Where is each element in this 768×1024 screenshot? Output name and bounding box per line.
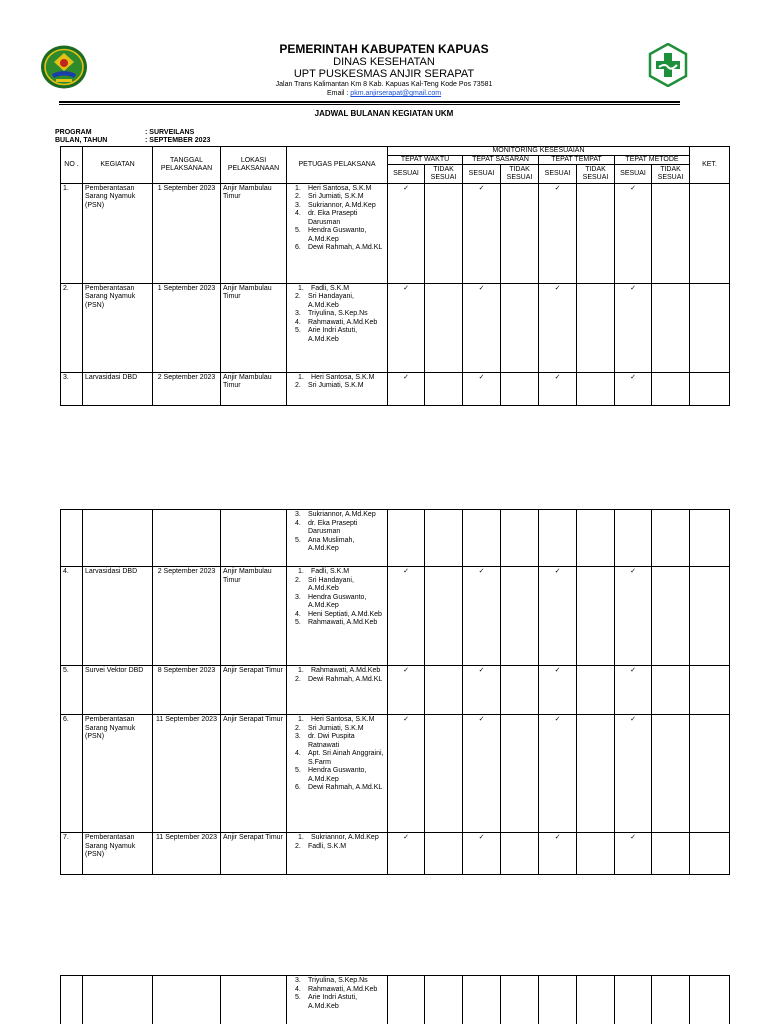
petugas-item: 5. Rahmawati, A.Md.Keb — [295, 619, 378, 626]
petugas-item: 2. Sri Jumiati, S.K.M — [295, 193, 364, 200]
row-lokasi: Anjir Mambulau Timur — [221, 183, 287, 283]
table-row — [61, 976, 730, 1024]
row-petugas — [287, 183, 388, 283]
petugas-item: 1. Heri Santosa, S.K.M — [298, 716, 375, 723]
row-no: 2. — [61, 283, 83, 372]
check-mark: ✓ — [463, 715, 501, 833]
health-cross-emblem — [647, 43, 689, 87]
kapuas-regency-emblem — [40, 44, 88, 90]
petugas-item: 3. Hendra Guswanto, A.Md.Kep — [295, 593, 367, 609]
check-mark: ✓ — [539, 833, 577, 875]
petugas-item: 1. Sukriannor, A.Md.Kep — [298, 834, 379, 841]
header-sesuai: SESUAI — [388, 164, 425, 183]
header-lokasi: LOKASI PELAKSANAAN — [221, 147, 287, 184]
email-label: Email : — [326, 90, 351, 97]
petugas-item: 3. Sukriannor, A.Md.Kep — [295, 201, 376, 209]
document-title: JADWAL BULANAN KEGIATAN UKM — [314, 109, 454, 118]
check-mark: ✓ — [615, 666, 652, 715]
row-petugas — [287, 976, 388, 1024]
row-kegiatan: Larvasidasi DBD — [83, 567, 153, 666]
petugas-item: 2. Sri Handayani, A.Md.Keb — [295, 293, 354, 309]
row-tanggal: 2 September 2023 — [153, 372, 221, 405]
row-no: 4. — [61, 567, 83, 666]
header-sesuai: SESUAI — [463, 164, 501, 183]
header-petugas: PETUGAS PELAKSANA — [287, 147, 388, 184]
check-mark: ✓ — [388, 567, 425, 666]
check-mark: ✓ — [615, 283, 652, 372]
header-rule-thick — [59, 101, 680, 103]
header-tepat-waktu: TEPAT WAKTU — [388, 156, 463, 165]
petugas-item: 4. Rahmawati, A.Md.Keb — [295, 985, 378, 993]
row-tanggal: 8 September 2023 — [153, 666, 221, 715]
row-kegiatan: Larvasidasi DBD — [83, 372, 153, 405]
row-petugas — [287, 833, 388, 875]
petugas-item: 4. Heni Septiati, A.Md.Keb — [295, 610, 382, 618]
row-petugas — [287, 283, 388, 372]
check-mark: ✓ — [463, 567, 501, 666]
row-tanggal: 11 September 2023 — [153, 833, 221, 875]
row-lokasi: Anjir Mambulau Timur — [221, 567, 287, 666]
row-petugas — [287, 666, 388, 715]
petugas-item: 3. Triyulina, S.Kep.Ns — [295, 977, 368, 984]
row-lokasi: Anjir Serapat Timur — [221, 666, 287, 715]
check-mark: ✓ — [388, 715, 425, 833]
table-row — [61, 666, 730, 715]
header-no: NO . — [61, 147, 83, 184]
program-label: PROGRAM — [55, 129, 92, 136]
row-lokasi: Anjir Serapat Timur — [221, 715, 287, 833]
check-mark: ✓ — [615, 183, 652, 283]
header-sesuai: SESUAI — [539, 164, 577, 183]
row-lokasi: Anjir Serapat Timur — [221, 833, 287, 875]
check-mark: ✓ — [539, 666, 577, 715]
schedule-table-page-2 — [60, 509, 730, 875]
row-no: 6. — [61, 715, 83, 833]
petugas-item: 1. Heri Santosa, S.K.M — [298, 373, 375, 381]
petugas-item: 1. Fadli, S.K.M — [298, 284, 350, 292]
check-mark: ✓ — [463, 833, 501, 875]
row-lokasi: Anjir Mambulau Timur — [221, 283, 287, 372]
check-mark: ✓ — [539, 567, 577, 666]
petugas-item: 5. Arie Indri Astuti, A.Md.Keb — [295, 327, 358, 343]
check-mark: ✓ — [463, 666, 501, 715]
petugas-item: 2. Sri Handayani, A.Md.Keb — [295, 576, 354, 592]
gov-title: PEMERINTAH KABUPATEN KAPUAS — [279, 42, 489, 56]
petugas-item: 6. Dewi Rahmah, A.Md.KL — [295, 784, 383, 791]
row-tanggal: 2 September 2023 — [153, 567, 221, 666]
period-value: : SEPTEMBER 2023 — [145, 137, 211, 144]
check-mark: ✓ — [539, 715, 577, 833]
check-mark: ✓ — [539, 283, 577, 372]
petugas-item: 3. Sukriannor, A.Md.Kep — [295, 511, 376, 518]
header-tidak-sesuai: TIDAK SESUAI — [501, 164, 539, 183]
petugas-item: 2. Sri Jumiati, S.K.M — [295, 724, 364, 732]
petugas-item: 5. Hendra Guswanto, A.Md.Kep — [295, 767, 367, 783]
header-ket: KET. — [690, 147, 730, 184]
program-line — [55, 129, 194, 137]
check-mark: ✓ — [388, 283, 425, 372]
petugas-item: 2. Dewi Rahmah, A.Md.KL — [295, 675, 383, 683]
header-tidak-sesuai: TIDAK SESUAI — [425, 164, 463, 183]
petugas-item: 1. Heri Santosa, S.K.M — [295, 184, 372, 192]
row-petugas — [287, 715, 388, 833]
row-kegiatan: Pemberantasan Sarang Nyamuk (PSN) — [83, 283, 153, 372]
row-kegiatan: Pemberantasan Sarang Nyamuk (PSN) — [83, 183, 153, 283]
row-no: 3. — [61, 372, 83, 405]
petugas-item: 2. Sri Jumiati, S.K.M — [295, 382, 364, 389]
header-tanggal: TANGGAL PELAKSANAAN — [153, 147, 221, 184]
check-mark: ✓ — [388, 666, 425, 715]
row-no: 5. — [61, 666, 83, 715]
unit-title: UPT PUSKESMAS ANJIR SERAPAT — [293, 68, 475, 80]
header-tidak-sesuai: TIDAK SESUAI — [577, 164, 615, 183]
row-no: 1. — [61, 183, 83, 283]
petugas-item: 5. Arie Indri Astuti, A.Md.Keb — [295, 994, 358, 1010]
row-tanggal: 11 September 2023 — [153, 715, 221, 833]
check-mark: ✓ — [388, 183, 425, 283]
row-kegiatan: Pemberantasan Sarang Nyamuk (PSN) — [83, 715, 153, 833]
table-row — [61, 183, 730, 283]
schedule-table-page-1 — [60, 146, 730, 406]
petugas-item: 4. dr. Eka Prasepti Darusman — [295, 210, 358, 226]
check-mark: ✓ — [615, 567, 652, 666]
agency-title: DINAS KESEHATAN — [333, 56, 435, 68]
header-monitoring: MONITORING KESESUAIAN — [388, 147, 690, 156]
petugas-item: 4. dr. Eka Prasepti Darusman — [295, 519, 358, 535]
header-tepat-sasaran: TEPAT SASARAN — [463, 156, 539, 165]
row-petugas — [287, 510, 388, 567]
check-mark: ✓ — [539, 372, 577, 405]
header-rule-thin — [59, 104, 680, 105]
petugas-item: 4. Rahmawati, A.Md.Keb — [295, 318, 378, 326]
row-no: 7. — [61, 833, 83, 875]
table-row — [61, 715, 730, 833]
check-mark: ✓ — [388, 372, 425, 405]
header-tepat-metode: TEPAT METODE — [615, 156, 690, 165]
check-mark: ✓ — [463, 183, 501, 283]
row-lokasi: Anjir Mambulau Timur — [221, 372, 287, 405]
table-row — [61, 283, 730, 372]
check-mark: ✓ — [388, 833, 425, 875]
petugas-item: 4. Apt. Sri Ainah Anggraini, S.Farm — [295, 750, 384, 766]
petugas-item: 6. Dewi Rahmah, A.Md.KL — [295, 244, 383, 251]
table-row — [61, 567, 730, 666]
row-tanggal: 1 September 2023 — [153, 183, 221, 283]
row-petugas — [287, 567, 388, 666]
check-mark: ✓ — [615, 372, 652, 405]
petugas-item: 1. Fadli, S.K.M — [298, 568, 350, 575]
check-mark: ✓ — [463, 372, 501, 405]
program-value: : SURVEILANS — [145, 129, 195, 136]
petugas-item: 2. Fadli, S.K.M — [295, 842, 347, 850]
email-line — [200, 90, 568, 97]
petugas-item: 3. dr. Dwi Puspita Ratnawati — [295, 733, 355, 749]
header-sesuai: SESUAI — [615, 164, 652, 183]
table-row — [61, 833, 730, 875]
petugas-item: 1. Rahmawati, A.Md.Keb — [298, 667, 381, 674]
table-row — [61, 510, 730, 567]
petugas-item: 5. Hendra Guswanto, A.Md.Kep — [295, 227, 367, 243]
address: Jalan Trans Kalimantan Km 8 Kab. Kapuas Kal-Teng Kode Pos 73581 — [275, 81, 493, 88]
header-tepat-tempat: TEPAT TEMPAT — [539, 156, 615, 165]
petugas-item: 5. Ana Muslimah, A.Md.Kep — [295, 536, 355, 552]
check-mark: ✓ — [539, 183, 577, 283]
email-link[interactable]: pkm.anjirserapat@gmail.com — [350, 90, 442, 97]
check-mark: ✓ — [463, 283, 501, 372]
header-kegiatan: KEGIATAN — [83, 147, 153, 184]
row-petugas — [287, 372, 388, 405]
schedule-table-page-3 — [60, 975, 730, 1024]
petugas-item: 3. Triyulina, S.Kep.Ns — [295, 310, 368, 317]
check-mark: ✓ — [615, 715, 652, 833]
period-label: BULAN, TAHUN — [55, 137, 108, 144]
row-kegiatan: Survei Vektor DBD — [83, 666, 153, 715]
check-mark: ✓ — [615, 833, 652, 875]
row-tanggal: 1 September 2023 — [153, 283, 221, 372]
period-line — [55, 137, 210, 145]
header-tidak-sesuai: TIDAK SESUAI — [652, 164, 690, 183]
table-row — [61, 372, 730, 405]
row-kegiatan: Pemberantasan Sarang Nyamuk (PSN) — [83, 833, 153, 875]
